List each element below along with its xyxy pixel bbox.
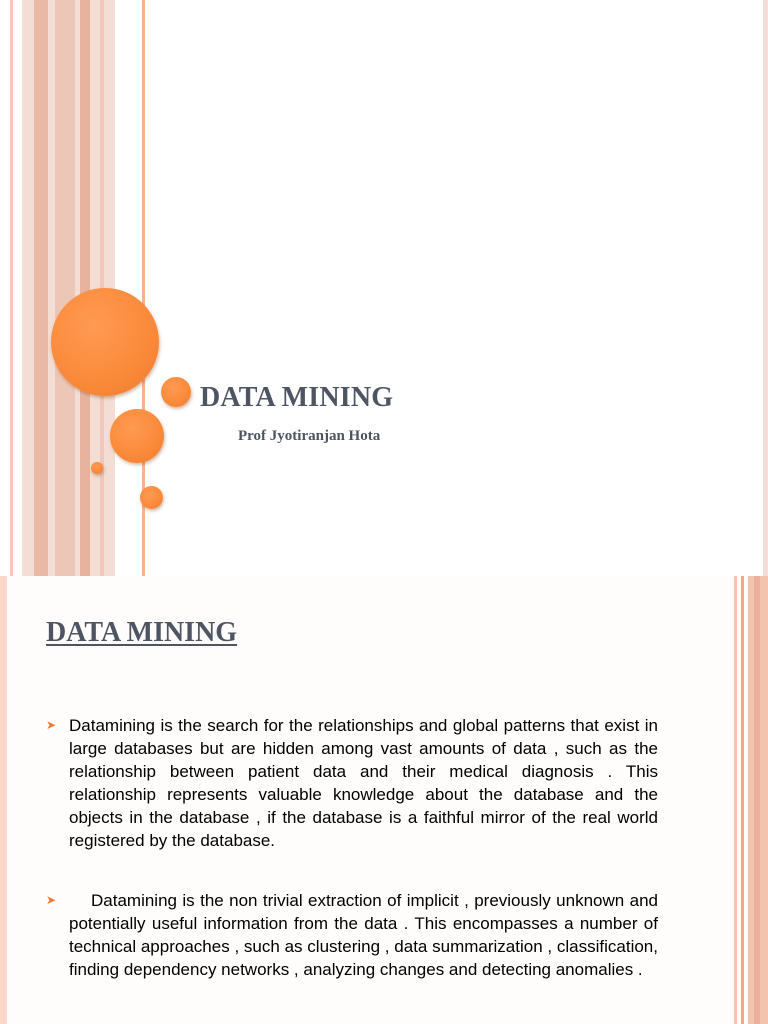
decorative-stripe [55,0,75,576]
decorative-stripe [734,576,737,1024]
bullet-item [46,714,658,852]
decorative-stripe [741,576,744,1024]
bullet-text: Datamining is the non trivial extraction of implicit , previously unknown and potentially useful information from the data . This encompasses a number of technical approaches , such as clustering , data summarization , classification, finding dependency networks , analyzing changes and detecting anomalies . [69,891,658,979]
chevron-right-icon: ➤ [46,718,57,732]
slide-author: Prof Jyotiranjan Hota [238,428,381,444]
chevron-right-icon: ➤ [46,893,57,907]
bullet-text: Datamining is the search for the relationships and global patterns that exist in large databases but are hidden among vast amounts of data , such as the relationship between patient data and their medical diagnosis . This relationship represents valuable knowledge about the database and the objects in the database , if the database is a faithful mirror of the real world registered by the database. [69,716,658,850]
decorative-circle [110,409,164,463]
bullet-item [46,889,658,981]
decorative-circle [161,377,191,407]
decorative-stripe [10,0,13,576]
slide-title: DATA MINING [200,382,394,413]
decorative-circle-small [140,486,163,509]
section-heading: DATA MINING [46,617,238,648]
decorative-circle-large [51,288,159,396]
decorative-stripe [754,576,760,1024]
decorative-stripe [34,0,48,576]
decorative-stripe [763,0,768,576]
decorative-stripe [0,576,7,1024]
decorative-stripe [80,0,90,576]
decorative-circle-tiny [91,462,103,474]
